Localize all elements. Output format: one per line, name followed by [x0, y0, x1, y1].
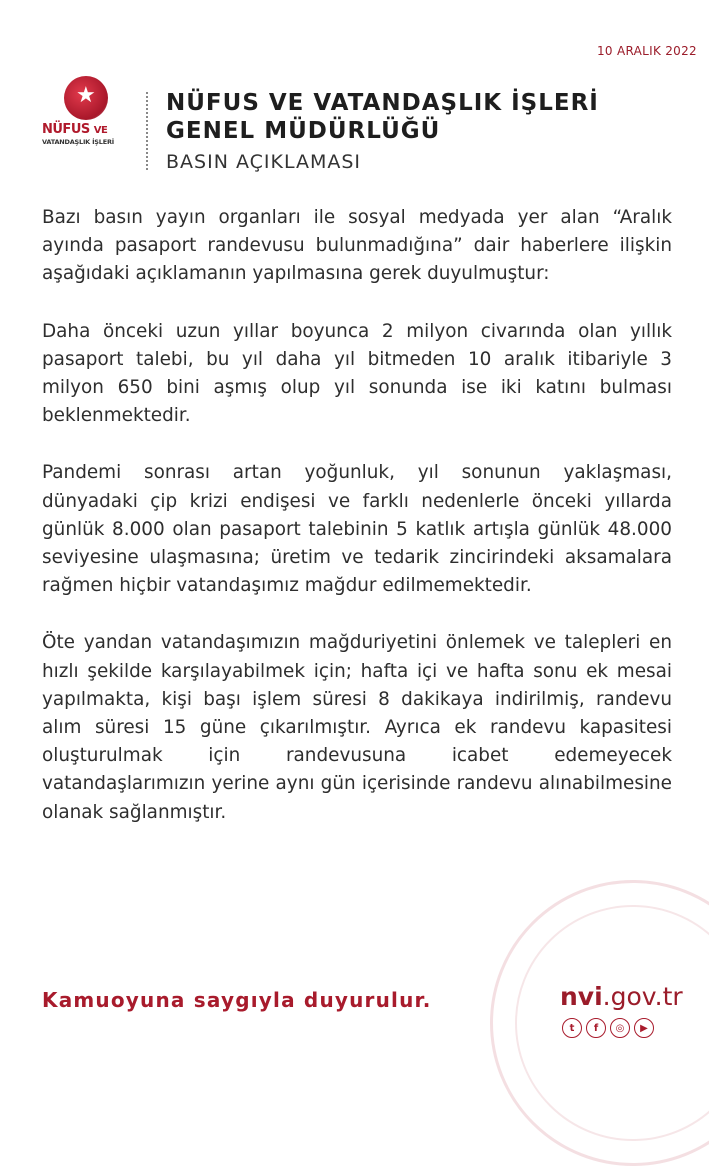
social-icons: [562, 1018, 654, 1038]
press-release-subtitle: BASIN AÇIKLAMASI: [166, 151, 362, 173]
closing-line: Kamuoyuna saygıyla duyurulur.: [42, 988, 432, 1012]
nvi-logo: [40, 76, 132, 172]
paragraph-pandemic: Pandemi sonrası artan yoğunluk, yıl sonunun yaklaşması, dünyadaki çip krizi endişesi ve farklı nedenlerle önceki yıllarda günlük 8.000 olan pasaport talebinin 5 katlık artışla günlük 48.000 seviyesine ulaşmasına; üretim ve tedarik zincirindeki aksamalara rağmen hiçbir vatandaşımız mağdur edilmemektedir.: [42, 462, 672, 597]
paragraph-intro: Bazı basın yayın organları ile sosyal medyada yer alan “Aralık ayında pasaport randevusu bulunmadığına” dair haberlere ilişkin aşağıdaki açıklamanın yapılmasına gerek duyulmuştur:: [42, 207, 672, 285]
header-divider: [146, 92, 148, 170]
instagram-icon[interactable]: ◎: [610, 1018, 630, 1038]
statement-body: [42, 204, 672, 856]
title-line2: GENEL MÜDÜRLÜĞÜ: [166, 118, 441, 144]
website-link[interactable]: nvi.gov.tr: [560, 982, 683, 1011]
crescent-star-emblem-icon: ★: [64, 76, 108, 120]
twitter-icon[interactable]: t: [562, 1018, 582, 1038]
youtube-icon[interactable]: ▶: [634, 1018, 654, 1038]
paragraph-measures: Öte yandan vatandaşımızın mağduriyetini önlemek ve talepleri en hızlı şekilde karşılayabilmek için; hafta içi ve hafta sonu ek mesai yapılmakta, kişi başı işlem süresi 8 dakikaya indirilmiş, randevu alım süresi 15 güne çıkarılmıştır. Ayrıca ek randevu kapasitesi oluşturulmak için randevusuna icabet edemeyecek vatandaşlarımızın yerine aynı gün içerisinde randevu alınabilmesine olanak sağlanmıştır.: [42, 632, 672, 823]
facebook-icon[interactable]: f: [586, 1018, 606, 1038]
logo-line1: NÜFUS VE: [42, 122, 108, 137]
title-line1: NÜFUS VE VATANDAŞLIK İŞLERİ: [166, 90, 599, 116]
press-date: 10 ARALIK 2022: [596, 44, 697, 58]
logo-line2: VATANDAŞLIK İŞLERİ: [42, 138, 114, 146]
paragraph-demand: Daha önceki uzun yıllar boyunca 2 milyon civarında olan yıllık pasaport talebi, bu yıl daha yıl bitmeden 10 aralık itibariyle 3 milyon 650 bini aşmış olup yıl sonunda ise iki katını bulması beklenmektedir.: [42, 320, 672, 427]
